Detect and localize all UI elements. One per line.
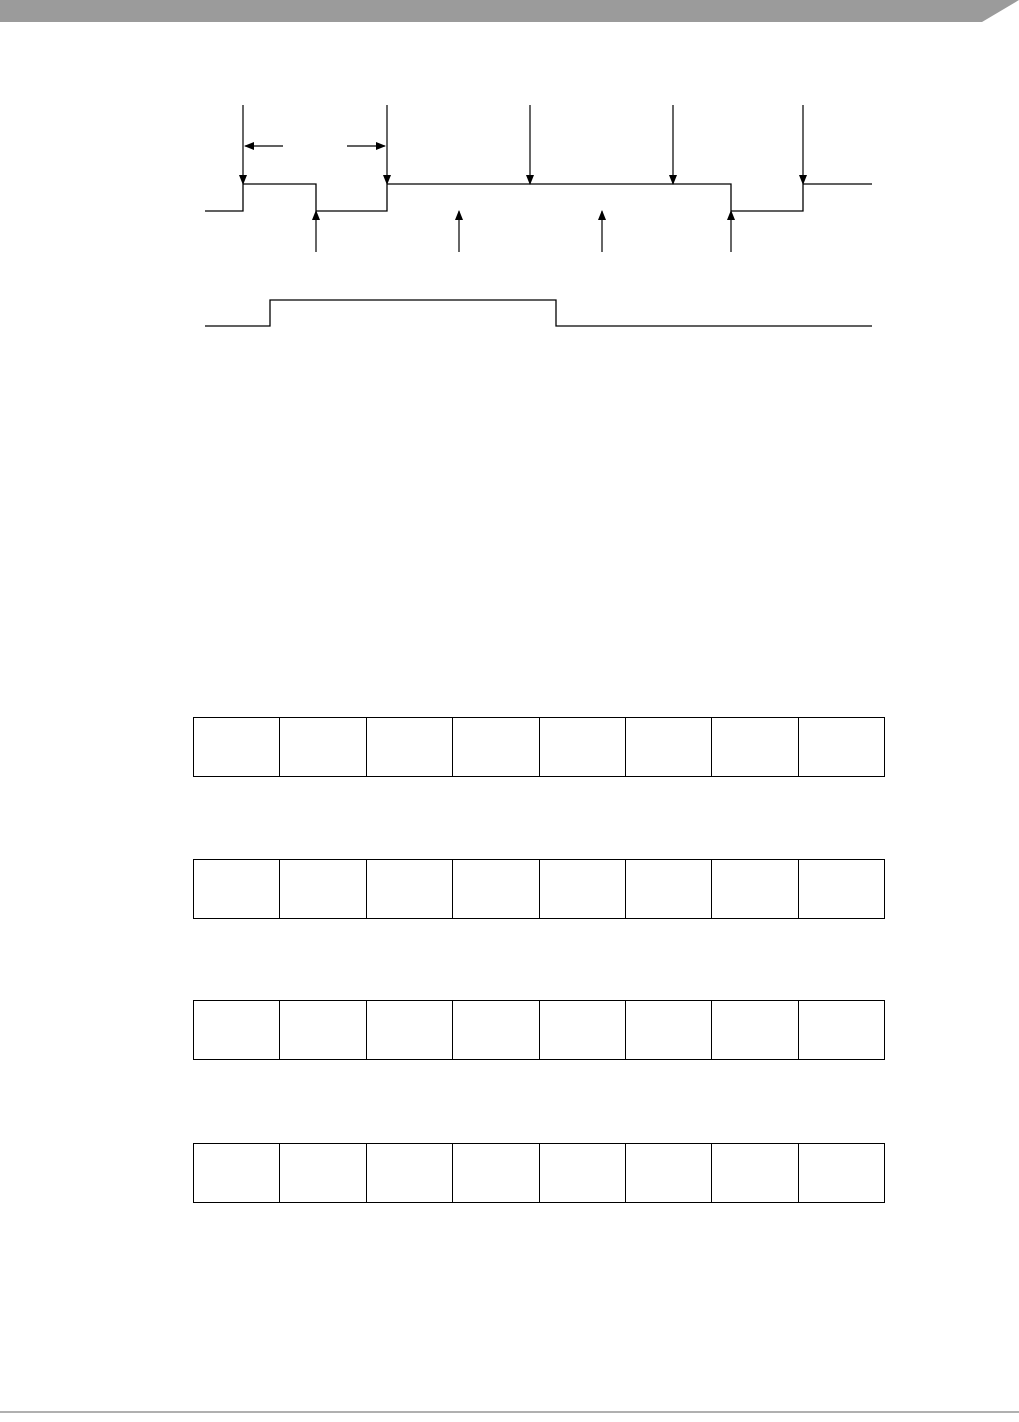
register-table-4	[193, 1143, 885, 1203]
register-cell	[798, 718, 884, 777]
register-table-1	[193, 717, 885, 777]
register-cell	[366, 1001, 452, 1060]
register-table-3	[193, 1000, 885, 1060]
register-cell	[712, 860, 798, 919]
register-cell	[712, 1144, 798, 1203]
register-cell	[366, 718, 452, 777]
register-cell	[539, 718, 625, 777]
register-cell	[194, 718, 280, 777]
register-row	[194, 718, 885, 777]
register-table-2	[193, 859, 885, 919]
register-row	[194, 1001, 885, 1060]
register-row	[194, 860, 885, 919]
register-cell	[366, 860, 452, 919]
register-cell	[280, 1001, 366, 1060]
register-cell	[798, 1001, 884, 1060]
register-cell	[539, 860, 625, 919]
register-cell	[625, 1144, 711, 1203]
register-cell	[625, 718, 711, 777]
signal-b-waveform	[205, 300, 872, 326]
register-cell	[453, 1144, 539, 1203]
register-cell	[453, 860, 539, 919]
register-row	[194, 1144, 885, 1203]
register-cell	[539, 1001, 625, 1060]
signal-a-waveform	[205, 184, 872, 211]
register-cell	[280, 718, 366, 777]
register-cell	[712, 718, 798, 777]
register-cell	[539, 1144, 625, 1203]
register-cell	[194, 860, 280, 919]
register-cell	[625, 860, 711, 919]
register-cell	[280, 1144, 366, 1203]
register-cell	[453, 1001, 539, 1060]
timing-diagram	[0, 0, 1019, 360]
register-cell	[625, 1001, 711, 1060]
footer-rule	[0, 1411, 1019, 1413]
register-cell	[798, 860, 884, 919]
register-cell	[194, 1001, 280, 1060]
register-cell	[280, 860, 366, 919]
register-cell	[194, 1144, 280, 1203]
register-cell	[453, 718, 539, 777]
register-cell	[366, 1144, 452, 1203]
register-cell	[712, 1001, 798, 1060]
register-cell	[798, 1144, 884, 1203]
